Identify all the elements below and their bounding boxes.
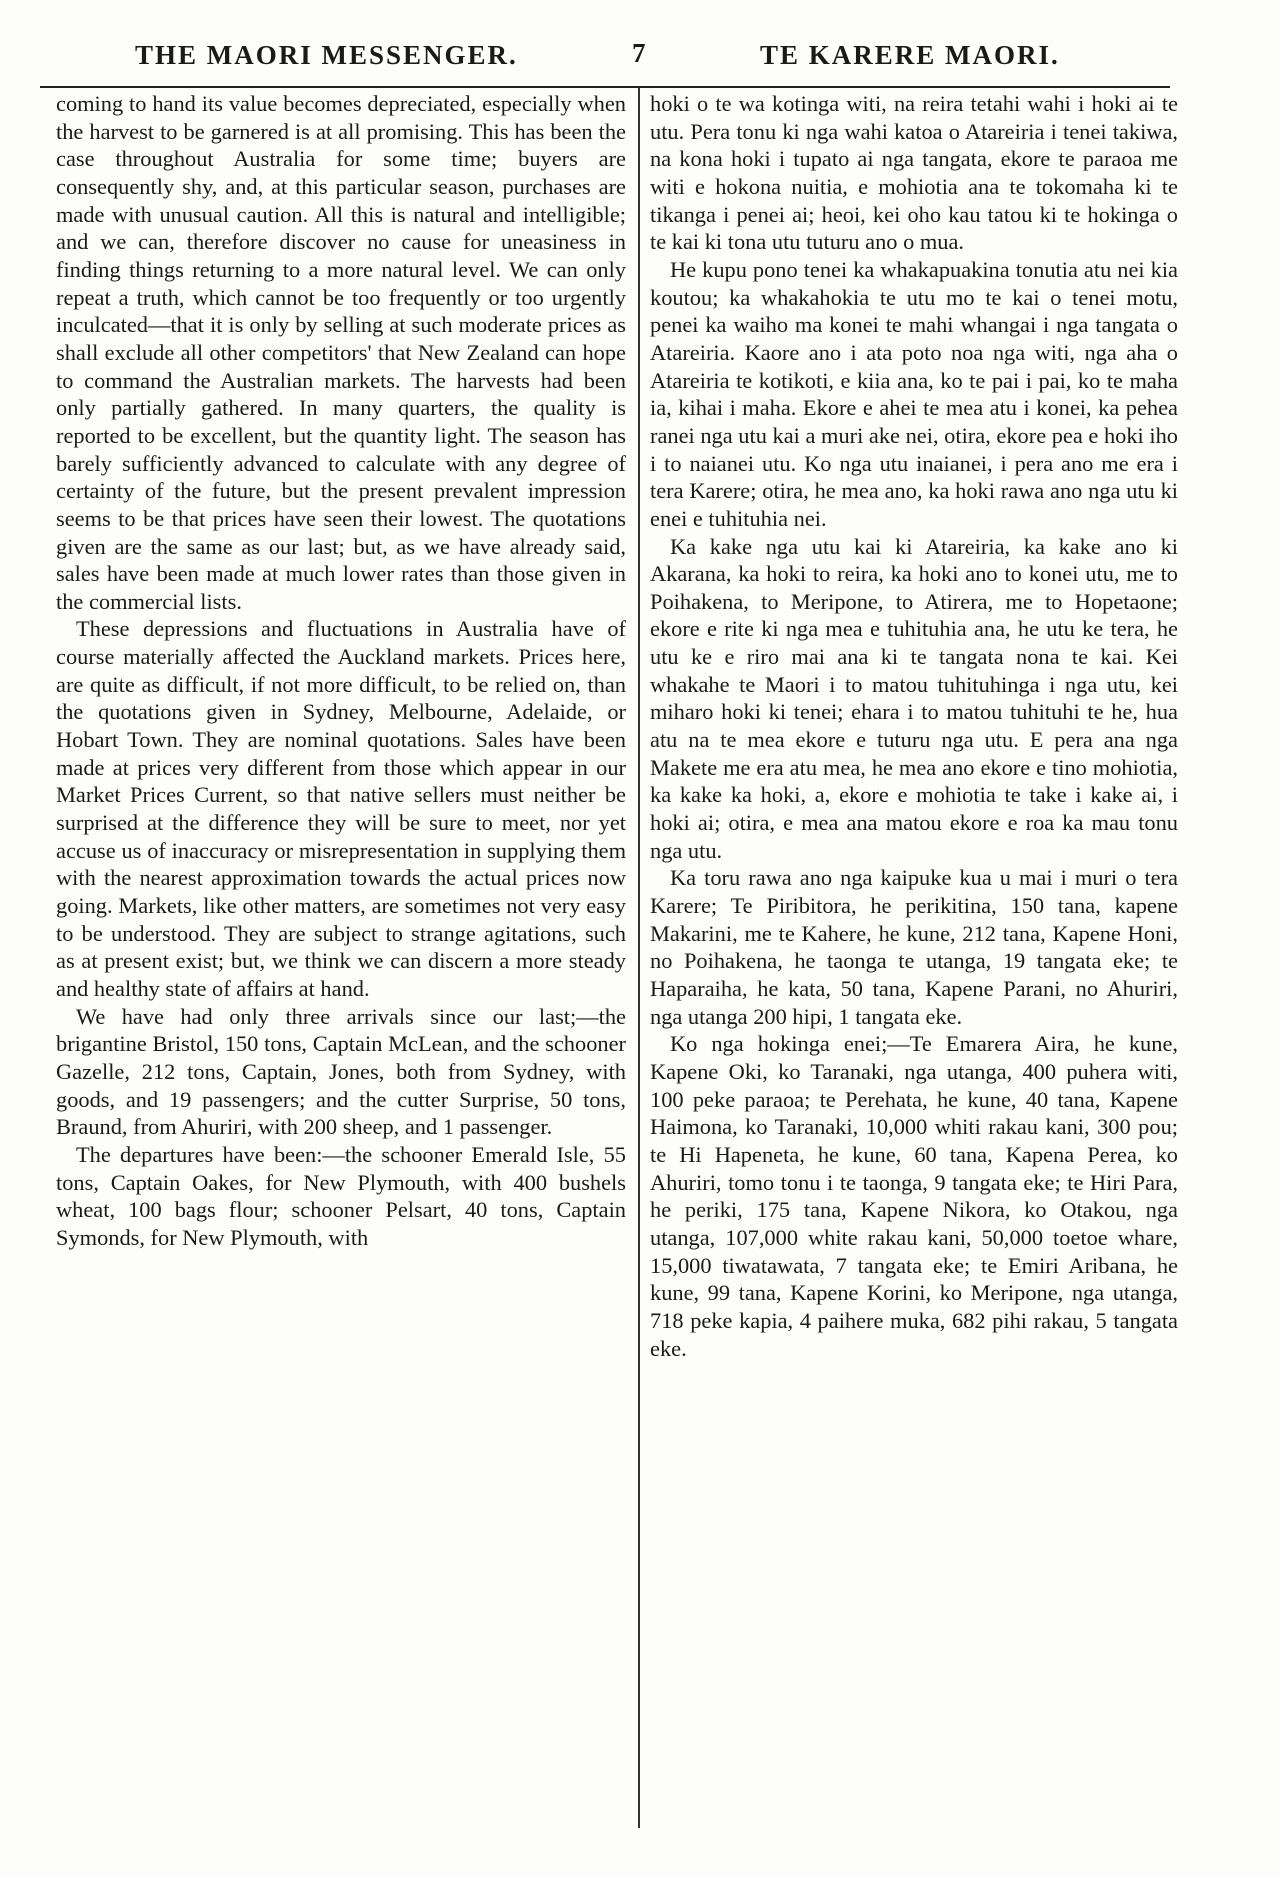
- english-paragraph-4: The departures have been:—the schooner Emerald Isle, 55 tons, Captain Oakes, for New Plymouth, with 400 bushels wheat, 100 bags flour; schooner Pelsart, 40 tons, Captain Symonds, for New Plymouth, with: [56, 1141, 626, 1250]
- maori-column: [650, 90, 1178, 1830]
- maori-masthead: TE KARERE MAORI.: [760, 40, 1060, 70]
- english-paragraph-2: These depressions and fluctuations in Australia have of course materially affected the Auckland markets. Prices here, are quite as difficult, if not more difficult, to be relied on, than the quotations given in Sydney, Melbourne, Adelaide, or Hobart Town. They are nominal quotations. Sales have been made at prices very different from those which appear in our Market Prices Current, so that native sellers must neither be surprised at the difference they will be sure to meet, nor yet accuse us of inaccuracy or misrepresentation in supplying them with the nearest approximation towards the actual prices now going. Markets, like other matters, are sometimes not very easy to be understood. They are subject to strange agitations, such as at present exist; but, we think we can discern a more steady and healthy state of affairs at hand.: [56, 616, 626, 1001]
- maori-paragraph-3: Ka kake nga utu kai ki Atareiria, ka kake ano ki Akarana, ka hoki to reira, ka hoki ano to konei utu, me to Poihakena, to Meripone, to Atirera, me to Hopetaone; ekore e rite ki nga mea e tuhituhia ana, he utu ke tera, he utu ke e riro mai ana ki te tangata nona te kai. Kei whakahe te Maori i to matou tuhituhinga i nga utu, kei miharo hoki ki tenei; ehara i to matou tuhituhi te he, hua atu na te mea ekore e tuturu nga utu. E pera ana nga Makete me era atu mea, he mea ano ekore e tino mohiotia, ka kake ka hoki, a, ekore e mohiotia te take i kake ai, i hoki ai; otira, e mea ana matou ekore e roa ka mau tonu nga utu.: [650, 533, 1178, 863]
- header-rule: [40, 86, 1170, 88]
- english-paragraph-3: We have had only three arrivals since our last;—the brigantine Bristol, 150 tons, Captain McLean, and the schooner Gazelle, 212 tons, Captain, Jones, both from Sydney, with goods, and 19 passengers; and the cutter Surprise, 50 tons, Braund, from Ahuriri, with 200 sheep, and 1 passenger.: [56, 1003, 626, 1140]
- column-divider: [638, 88, 640, 1828]
- maori-paragraph-5: Ko nga hokinga enei;—Te Emarera Aira, he kune, Kapene Oki, ko Taranaki, nga utanga, 400 puhera witi, 100 peke paraoa; te Perehata, he kune, 40 tana, Kapene Haimona, ko Taranaki, 10,000 whiti rakau kani, 300 pou; te Hi Hapeneta, he kune, 60 tana, Kapena Perea, ko Ahuriri, tomo tonu i te taonga, 9 tangata eke; te Hiri Para, he periki, 175 tana, Kapene Nikora, ko Otakou, nga utanga, 107,000 white rakau kani, 50,000 toetoe whare, 15,000 tiwatawata, 7 tangata eke; te Emiri Aribana, he kune, 99 tana, Kapene Korini, ko Meripone, nga utanga, 718 peke kapia, 4 paihere muka, 682 pihi rakau, 5 tangata eke.: [650, 1031, 1178, 1361]
- page-header: [40, 36, 1180, 80]
- maori-paragraph-1: hoki o te wa kotinga witi, na reira tetahi wahi i hoki ai te utu. Pera tonu ki nga wahi katoa o Atareiria i tenei takiwa, na kona hoki i tupato ai nga tangata, ekore te paraoa me witi e hokona nuitia, e mohiotia ana te tokomaha ki te tikanga i penei ai; heoi, kei oho kau tatou ki te hokinga o te kai ki tona utu tuturu ano o mua.: [650, 91, 1178, 255]
- maori-paragraph-4: Ka toru rawa ano nga kaipuke kua u mai i muri o tera Karere; Te Piribitora, he perikitina, 150 tana, kapene Makarini, me te Kahere, he kune, 212 tana, Kapene Honi, no Poihakena, he taonga te utanga, 19 tangata eke; te Haparaiha, he kata, 50 tana, Kapene Parani, no Ahuriri, nga utanga 200 hipi, 1 tangata eke.: [650, 865, 1178, 1029]
- maori-paragraph-2: He kupu pono tenei ka whakapuakina tonutia atu nei kia koutou; ka whakahokia te utu mo te kai o tenei motu, penei ka waiho ma konei te mahi whangai i nga tangata o Atareiria. Kaore ano i ata poto noa nga witi, nga aha o Atareiria te kotikoti, e kiia ana, ko te pai i pai, ko te maha ia, kihai i maha. Ekore e ahei te mea atu i konei, ka pehea ranei nga utu kai a muri ake nei, otira, ekore pea e hoki iho i to naianei utu. Ko nga utu inaianei, i pera ano me era i tera Karere; otira, he mea ano, ka hoki rawa ano nga utu ki enei e tuhituhia nei.: [650, 256, 1178, 531]
- page-number: 7: [632, 38, 648, 68]
- english-column: [56, 90, 626, 1830]
- english-paragraph-1: coming to hand its value becomes depreciated, especially when the harvest to be garnered is at all promising. This has been the case throughout Australia for some time; buyers are consequently shy, and, at this particular season, purchases are made with unusual caution. All this is natural and intelligible; and we can, therefore discover no cause for uneasiness in finding things returning to a more natural level. We can only repeat a truth, which cannot be too frequently or too urgently inculcated—that it is only by selling at such moderate prices as shall exclude all other competitors' that New Zealand can hope to command the Australian markets. The harvests had been only partially gathered. In many quarters, the quality is reported to be excellent, but the quantity light. The season has barely sufficiently advanced to calculate with any degree of certainty of the future, but the present prevalent impression seems to be that prices have seen their lowest. The quotations given are the same as our last; but, as we have already said, sales have been made at much lower rates than those given in the commercial lists.: [56, 91, 626, 614]
- english-masthead: THE MAORI MESSENGER.: [135, 40, 518, 70]
